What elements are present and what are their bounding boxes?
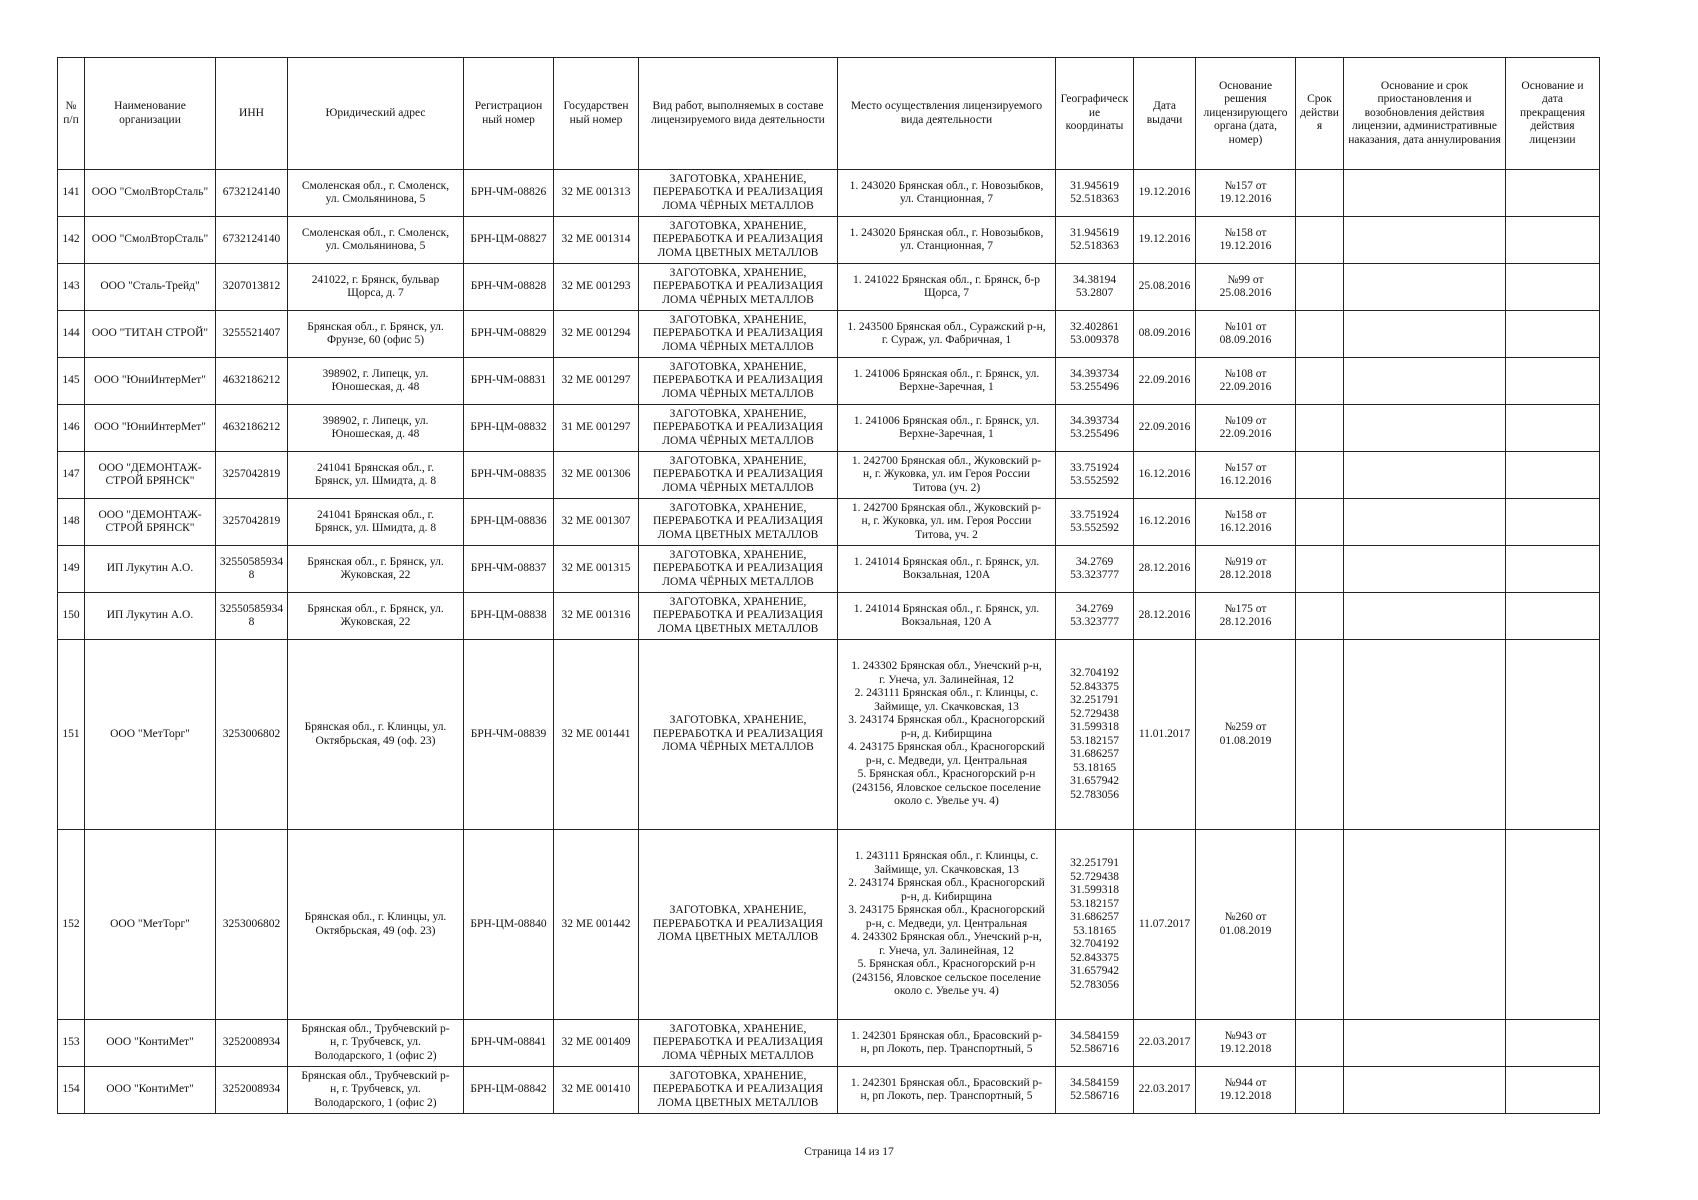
cell-address: Брянская обл., г. Брянск, ул. Фрунзе, 60 (офис 5): [288, 311, 464, 358]
cell-suspend: [1344, 264, 1506, 311]
cell-num: 153: [58, 1020, 85, 1067]
cell-coords: 34.2769 53.323777: [1056, 593, 1134, 640]
cell-state-num: 32 МЕ 001306: [554, 452, 639, 499]
cell-suspend: [1344, 358, 1506, 405]
cell-suspend: [1344, 546, 1506, 593]
cell-inn: 3252008934: [216, 1067, 288, 1114]
cell-place: 1. 243111 Брянская обл., г. Клинцы, с. Займище, ул. Скачковская, 13 2. 243174 Брянская обл., Красногорский р-н, д. Кибирщина 3. 243175 Брянская обл., Красногорский р-н, с. Медведи, ул. Центральная 4. 243302 Брянская обл., Унечский р-н, г. Унеча, ул. Залинейная, 12 5. Брянская обл., Красногорский р-н (243156, Яловское сельское поселение около с. Увелье уч. 4): [838, 830, 1056, 1020]
cell-basis: №101 от 08.09.2016: [1196, 311, 1296, 358]
cell-address: Брянская обл., г. Клинцы, ул. Октябрьская, 49 (оф. 23): [288, 830, 464, 1020]
cell-term: [1296, 358, 1344, 405]
cell-coords: 34.584159 52.586716: [1056, 1020, 1134, 1067]
cell-basis: №260 от 01.08.2019: [1196, 830, 1296, 1020]
cell-inn: 4632186212: [216, 405, 288, 452]
cell-work: ЗАГОТОВКА, ХРАНЕНИЕ, ПЕРЕРАБОТКА И РЕАЛИЗАЦИЯ ЛОМА ЧЁРНЫХ МЕТАЛЛОВ: [639, 358, 838, 405]
table-row: [58, 358, 1600, 405]
cell-suspend: [1344, 452, 1506, 499]
cell-state-num: 32 МЕ 001314: [554, 217, 639, 264]
cell-reg-num: БРН-ЧМ-08835: [464, 452, 554, 499]
cell-reg-num: БРН-ЧМ-08839: [464, 640, 554, 830]
cell-address: Брянская обл., г. Клинцы, ул. Октябрьская, 49 (оф. 23): [288, 640, 464, 830]
col-header-inn: ИНН: [216, 58, 288, 170]
cell-coords: 32.251791 52.729438 31.599318 53.182157 31.686257 53.18165 32.704192 52.843375 31.657942 52.783056: [1056, 830, 1134, 1020]
cell-org: ООО "ЮниИнтерМет": [85, 358, 216, 405]
cell-date: 22.09.2016: [1134, 358, 1196, 405]
cell-org: ООО "ДЕМОНТАЖ- СТРОЙ БРЯНСК": [85, 499, 216, 546]
cell-suspend: [1344, 640, 1506, 830]
cell-term: [1296, 640, 1344, 830]
cell-date: 28.12.2016: [1134, 593, 1196, 640]
table-row: [58, 1020, 1600, 1067]
cell-num: 146: [58, 405, 85, 452]
cell-num: 148: [58, 499, 85, 546]
table-row: [58, 593, 1600, 640]
cell-reg-num: БРН-ЦМ-08827: [464, 217, 554, 264]
cell-inn: 32550585934 8: [216, 593, 288, 640]
cell-date: 08.09.2016: [1134, 311, 1196, 358]
col-header-suspend: Основание и срок приостановления и возобновления действия лицензии, административные наказания, дата аннулирования: [1344, 58, 1506, 170]
cell-reg-num: БРН-ЧМ-08828: [464, 264, 554, 311]
cell-place: 1. 241014 Брянская обл., г. Брянск, ул. Вокзальная, 120 А: [838, 593, 1056, 640]
cell-stop: [1506, 640, 1600, 830]
col-header-coords: Географическ ие координаты: [1056, 58, 1134, 170]
cell-basis: №943 от 19.12.2018: [1196, 1020, 1296, 1067]
cell-place: 1. 243020 Брянская обл., г. Новозыбков, ул. Станционная, 7: [838, 217, 1056, 264]
cell-suspend: [1344, 311, 1506, 358]
cell-basis: №158 от 19.12.2016: [1196, 217, 1296, 264]
cell-suspend: [1344, 170, 1506, 217]
cell-place: 1. 242301 Брянская обл., Брасовский р- н, рп Локоть, пер. Транспортный, 5: [838, 1067, 1056, 1114]
cell-date: 22.09.2016: [1134, 405, 1196, 452]
cell-term: [1296, 170, 1344, 217]
cell-state-num: 32 МЕ 001410: [554, 1067, 639, 1114]
cell-place: 1. 241006 Брянская обл., г. Брянск, ул. Верхне-Заречная, 1: [838, 358, 1056, 405]
col-header-state-num: Государствен ный номер: [554, 58, 639, 170]
cell-state-num: 32 МЕ 001313: [554, 170, 639, 217]
cell-inn: 3253006802: [216, 830, 288, 1020]
cell-suspend: [1344, 1020, 1506, 1067]
cell-term: [1296, 1067, 1344, 1114]
table-header-row: [58, 58, 1600, 170]
cell-coords: 34.393734 53.255496: [1056, 405, 1134, 452]
cell-num: 145: [58, 358, 85, 405]
cell-state-num: 32 МЕ 001293: [554, 264, 639, 311]
cell-state-num: 32 МЕ 001409: [554, 1020, 639, 1067]
cell-stop: [1506, 311, 1600, 358]
cell-coords: 31.945619 52.518363: [1056, 170, 1134, 217]
cell-work: ЗАГОТОВКА, ХРАНЕНИЕ, ПЕРЕРАБОТКА И РЕАЛИЗАЦИЯ ЛОМА ЦВЕТНЫХ МЕТАЛЛОВ: [639, 830, 838, 1020]
cell-state-num: 32 МЕ 001315: [554, 546, 639, 593]
cell-work: ЗАГОТОВКА, ХРАНЕНИЕ, ПЕРЕРАБОТКА И РЕАЛИЗАЦИЯ ЛОМА ЧЁРНЫХ МЕТАЛЛОВ: [639, 1020, 838, 1067]
table-row: [58, 640, 1600, 830]
cell-inn: 3257042819: [216, 499, 288, 546]
cell-term: [1296, 593, 1344, 640]
cell-basis: №259 от 01.08.2019: [1196, 640, 1296, 830]
cell-stop: [1506, 1067, 1600, 1114]
col-header-num: № п/п: [58, 58, 85, 170]
cell-num: 141: [58, 170, 85, 217]
cell-org: ИП Лукутин А.О.: [85, 593, 216, 640]
cell-work: ЗАГОТОВКА, ХРАНЕНИЕ, ПЕРЕРАБОТКА И РЕАЛИЗАЦИЯ ЛОМА ЧЁРНЫХ МЕТАЛЛОВ: [639, 264, 838, 311]
cell-date: 28.12.2016: [1134, 546, 1196, 593]
cell-inn: 6732124140: [216, 217, 288, 264]
cell-date: 22.03.2017: [1134, 1020, 1196, 1067]
cell-place: 1. 243302 Брянская обл., Унечский р-н, г. Унеча, ул. Залинейная, 12 2. 243111 Брянская обл., г. Клинцы, с. Займище, ул. Скачковская, 13 3. 243174 Брянская обл., Красногорский р-н, д. Кибирщина 4. 243175 Брянская обл., Красногорский р-н, с. Медведи, ул. Центральная 5. Брянская обл., Красногорский р-н (243156, Яловское сельское поселение около с. Увелье уч. 4): [838, 640, 1056, 830]
cell-coords: 31.945619 52.518363: [1056, 217, 1134, 264]
cell-org: ООО "СмолВторСталь": [85, 217, 216, 264]
cell-date: 16.12.2016: [1134, 452, 1196, 499]
cell-coords: 34.2769 53.323777: [1056, 546, 1134, 593]
cell-stop: [1506, 593, 1600, 640]
cell-date: 11.07.2017: [1134, 830, 1196, 1020]
cell-basis: №157 от 16.12.2016: [1196, 452, 1296, 499]
cell-stop: [1506, 358, 1600, 405]
cell-org: ООО "ЮниИнтерМет": [85, 405, 216, 452]
cell-org: ИП Лукутин А.О.: [85, 546, 216, 593]
cell-inn: 3255521407: [216, 311, 288, 358]
license-registry-table: [57, 57, 1600, 1114]
cell-num: 149: [58, 546, 85, 593]
cell-term: [1296, 1020, 1344, 1067]
cell-basis: №919 от 28.12.2018: [1196, 546, 1296, 593]
page-number: Страница 14 из 17: [804, 1146, 894, 1158]
cell-term: [1296, 499, 1344, 546]
cell-state-num: 31 МЕ 001297: [554, 405, 639, 452]
cell-address: Брянская обл., г. Брянск, ул. Жуковская, 22: [288, 593, 464, 640]
cell-reg-num: БРН-ЦМ-08838: [464, 593, 554, 640]
cell-date: 11.01.2017: [1134, 640, 1196, 830]
cell-work: ЗАГОТОВКА, ХРАНЕНИЕ, ПЕРЕРАБОТКА И РЕАЛИЗАЦИЯ ЛОМА ЧЁРНЫХ МЕТАЛЛОВ: [639, 452, 838, 499]
cell-suspend: [1344, 217, 1506, 264]
cell-org: ООО "КонтиМет": [85, 1067, 216, 1114]
cell-state-num: 32 МЕ 001307: [554, 499, 639, 546]
cell-term: [1296, 264, 1344, 311]
cell-suspend: [1344, 830, 1506, 1020]
cell-org: ООО "Сталь-Трейд": [85, 264, 216, 311]
cell-work: ЗАГОТОВКА, ХРАНЕНИЕ, ПЕРЕРАБОТКА И РЕАЛИЗАЦИЯ ЛОМА ЦВЕТНЫХ МЕТАЛЛОВ: [639, 217, 838, 264]
cell-org: ООО "МетТорг": [85, 640, 216, 830]
table-row: [58, 452, 1600, 499]
cell-address: 398902, г. Липецк, ул. Юношеская, д. 48: [288, 405, 464, 452]
col-header-stop: Основание и дата прекращения действия лицензии: [1506, 58, 1600, 170]
cell-work: ЗАГОТОВКА, ХРАНЕНИЕ, ПЕРЕРАБОТКА И РЕАЛИЗАЦИЯ ЛОМА ЧЁРНЫХ МЕТАЛЛОВ: [639, 405, 838, 452]
col-header-org: Наименование организации: [85, 58, 216, 170]
cell-org: ООО "ДЕМОНТАЖ- СТРОЙ БРЯНСК": [85, 452, 216, 499]
cell-work: ЗАГОТОВКА, ХРАНЕНИЕ, ПЕРЕРАБОТКА И РЕАЛИЗАЦИЯ ЛОМА ЦВЕТНЫХ МЕТАЛЛОВ: [639, 499, 838, 546]
cell-date: 19.12.2016: [1134, 217, 1196, 264]
cell-work: ЗАГОТОВКА, ХРАНЕНИЕ, ПЕРЕРАБОТКА И РЕАЛИЗАЦИЯ ЛОМА ЧЁРНЫХ МЕТАЛЛОВ: [639, 546, 838, 593]
cell-stop: [1506, 264, 1600, 311]
cell-state-num: 32 МЕ 001316: [554, 593, 639, 640]
cell-reg-num: БРН-ЧМ-08841: [464, 1020, 554, 1067]
col-header-term: Срок действи я: [1296, 58, 1344, 170]
cell-reg-num: БРН-ЦМ-08840: [464, 830, 554, 1020]
col-header-work: Вид работ, выполняемых в составе лицензируемого вида деятельности: [639, 58, 838, 170]
cell-basis: №175 от 28.12.2016: [1196, 593, 1296, 640]
cell-address: Смоленская обл., г. Смоленск, ул. Смольянинова, 5: [288, 170, 464, 217]
cell-basis: №158 от 16.12.2016: [1196, 499, 1296, 546]
cell-term: [1296, 830, 1344, 1020]
cell-suspend: [1344, 593, 1506, 640]
cell-address: Брянская обл., Трубчевский р- н, г. Трубчевск, ул. Володарского, 1 (офис 2): [288, 1020, 464, 1067]
cell-coords: 34.584159 52.586716: [1056, 1067, 1134, 1114]
table-row: [58, 830, 1600, 1020]
cell-work: ЗАГОТОВКА, ХРАНЕНИЕ, ПЕРЕРАБОТКА И РЕАЛИЗАЦИЯ ЛОМА ЧЁРНЫХ МЕТАЛЛОВ: [639, 170, 838, 217]
cell-reg-num: БРН-ЧМ-08826: [464, 170, 554, 217]
cell-inn: 3253006802: [216, 640, 288, 830]
cell-reg-num: БРН-ЧМ-08831: [464, 358, 554, 405]
cell-num: 143: [58, 264, 85, 311]
cell-term: [1296, 546, 1344, 593]
cell-stop: [1506, 405, 1600, 452]
cell-work: ЗАГОТОВКА, ХРАНЕНИЕ, ПЕРЕРАБОТКА И РЕАЛИЗАЦИЯ ЛОМА ЦВЕТНЫХ МЕТАЛЛОВ: [639, 1067, 838, 1114]
cell-inn: 6732124140: [216, 170, 288, 217]
cell-inn: 3257042819: [216, 452, 288, 499]
cell-org: ООО "ТИТАН СТРОЙ": [85, 311, 216, 358]
cell-address: 241022, г. Брянск, бульвар Щорса, д. 7: [288, 264, 464, 311]
cell-term: [1296, 311, 1344, 358]
cell-address: Брянская обл., Трубчевский р- н, г. Трубчевск, ул. Володарского, 1 (офис 2): [288, 1067, 464, 1114]
col-header-basis: Основание решения лицензирующего органа (дата, номер): [1196, 58, 1296, 170]
cell-place: 1. 242700 Брянская обл., Жуковский р- н, г. Жуковка, ул. им Героя России Титова (уч. 2): [838, 452, 1056, 499]
cell-place: 1. 241006 Брянская обл., г. Брянск, ул. Верхне-Заречная, 1: [838, 405, 1056, 452]
cell-place: 1. 243500 Брянская обл., Суражский р-н, г. Сураж, ул. Фабричная, 1: [838, 311, 1056, 358]
cell-suspend: [1344, 405, 1506, 452]
table-row: [58, 405, 1600, 452]
cell-coords: 32.704192 52.843375 32.251791 52.729438 31.599318 53.182157 31.686257 53.18165 31.657942 52.783056: [1056, 640, 1134, 830]
cell-state-num: 32 МЕ 001441: [554, 640, 639, 830]
cell-basis: №108 от 22.09.2016: [1196, 358, 1296, 405]
table-row: [58, 546, 1600, 593]
cell-place: 1. 243020 Брянская обл., г. Новозыбков, ул. Станционная, 7: [838, 170, 1056, 217]
cell-work: ЗАГОТОВКА, ХРАНЕНИЕ, ПЕРЕРАБОТКА И РЕАЛИЗАЦИЯ ЛОМА ЦВЕТНЫХ МЕТАЛЛОВ: [639, 593, 838, 640]
cell-org: ООО "КонтиМет": [85, 1020, 216, 1067]
cell-address: 241041 Брянская обл., г. Брянск, ул. Шмидта, д. 8: [288, 499, 464, 546]
cell-stop: [1506, 546, 1600, 593]
cell-num: 142: [58, 217, 85, 264]
cell-num: 152: [58, 830, 85, 1020]
cell-state-num: 32 МЕ 001294: [554, 311, 639, 358]
cell-address: 241041 Брянская обл., г. Брянск, ул. Шмидта, д. 8: [288, 452, 464, 499]
cell-term: [1296, 405, 1344, 452]
cell-stop: [1506, 1020, 1600, 1067]
cell-stop: [1506, 499, 1600, 546]
cell-stop: [1506, 452, 1600, 499]
cell-date: 22.03.2017: [1134, 1067, 1196, 1114]
cell-place: 1. 242301 Брянская обл., Брасовский р- н, рп Локоть, пер. Транспортный, 5: [838, 1020, 1056, 1067]
cell-coords: 34.393734 53.255496: [1056, 358, 1134, 405]
table-row: [58, 1067, 1600, 1114]
cell-suspend: [1344, 1067, 1506, 1114]
cell-date: 25.08.2016: [1134, 264, 1196, 311]
table-row: [58, 499, 1600, 546]
cell-work: ЗАГОТОВКА, ХРАНЕНИЕ, ПЕРЕРАБОТКА И РЕАЛИЗАЦИЯ ЛОМА ЧЁРНЫХ МЕТАЛЛОВ: [639, 640, 838, 830]
cell-coords: 34.38194 53.2807: [1056, 264, 1134, 311]
cell-reg-num: БРН-ЦМ-08836: [464, 499, 554, 546]
col-header-date: Дата выдачи: [1134, 58, 1196, 170]
cell-stop: [1506, 830, 1600, 1020]
cell-coords: 33.751924 53.552592: [1056, 499, 1134, 546]
cell-org: ООО "СмолВторСталь": [85, 170, 216, 217]
cell-suspend: [1344, 499, 1506, 546]
cell-num: 150: [58, 593, 85, 640]
table-row: [58, 264, 1600, 311]
col-header-reg-num: Регистрацион ный номер: [464, 58, 554, 170]
cell-state-num: 32 МЕ 001442: [554, 830, 639, 1020]
cell-basis: №944 от 19.12.2018: [1196, 1067, 1296, 1114]
cell-org: ООО "МетТорг": [85, 830, 216, 1020]
cell-inn: 32550585934 8: [216, 546, 288, 593]
cell-inn: 3207013812: [216, 264, 288, 311]
cell-stop: [1506, 217, 1600, 264]
cell-term: [1296, 452, 1344, 499]
cell-address: Брянская обл., г. Брянск, ул. Жуковская, 22: [288, 546, 464, 593]
cell-reg-num: БРН-ЧМ-08829: [464, 311, 554, 358]
cell-num: 151: [58, 640, 85, 830]
cell-stop: [1506, 170, 1600, 217]
cell-address: Смоленская обл., г. Смоленск, ул. Смольянинова, 5: [288, 217, 464, 264]
cell-num: 154: [58, 1067, 85, 1114]
cell-place: 1. 242700 Брянская обл., Жуковский р- н, г. Жуковка, ул. им. Героя России Титова, уч. 2: [838, 499, 1056, 546]
cell-basis: №157 от 19.12.2016: [1196, 170, 1296, 217]
cell-work: ЗАГОТОВКА, ХРАНЕНИЕ, ПЕРЕРАБОТКА И РЕАЛИЗАЦИЯ ЛОМА ЧЁРНЫХ МЕТАЛЛОВ: [639, 311, 838, 358]
cell-term: [1296, 217, 1344, 264]
cell-place: 1. 241022 Брянская обл., г. Брянск, б-р Щорса, 7: [838, 264, 1056, 311]
cell-num: 147: [58, 452, 85, 499]
table-row: [58, 170, 1600, 217]
cell-date: 16.12.2016: [1134, 499, 1196, 546]
cell-address: 398902, г. Липецк, ул. Юношеская, д. 48: [288, 358, 464, 405]
cell-coords: 32.402861 53.009378: [1056, 311, 1134, 358]
cell-basis: №99 от 25.08.2016: [1196, 264, 1296, 311]
cell-place: 1. 241014 Брянская обл., г. Брянск, ул. Вокзальная, 120А: [838, 546, 1056, 593]
cell-inn: 3252008934: [216, 1020, 288, 1067]
cell-inn: 4632186212: [216, 358, 288, 405]
table-row: [58, 217, 1600, 264]
cell-num: 144: [58, 311, 85, 358]
cell-reg-num: БРН-ЦМ-08832: [464, 405, 554, 452]
cell-reg-num: БРН-ЦМ-08842: [464, 1067, 554, 1114]
cell-reg-num: БРН-ЧМ-08837: [464, 546, 554, 593]
col-header-address: Юридический адрес: [288, 58, 464, 170]
cell-state-num: 32 МЕ 001297: [554, 358, 639, 405]
cell-coords: 33.751924 53.552592: [1056, 452, 1134, 499]
cell-date: 19.12.2016: [1134, 170, 1196, 217]
table-row: [58, 311, 1600, 358]
col-header-place: Место осуществления лицензируемого вида деятельности: [838, 58, 1056, 170]
cell-basis: №109 от 22.09.2016: [1196, 405, 1296, 452]
